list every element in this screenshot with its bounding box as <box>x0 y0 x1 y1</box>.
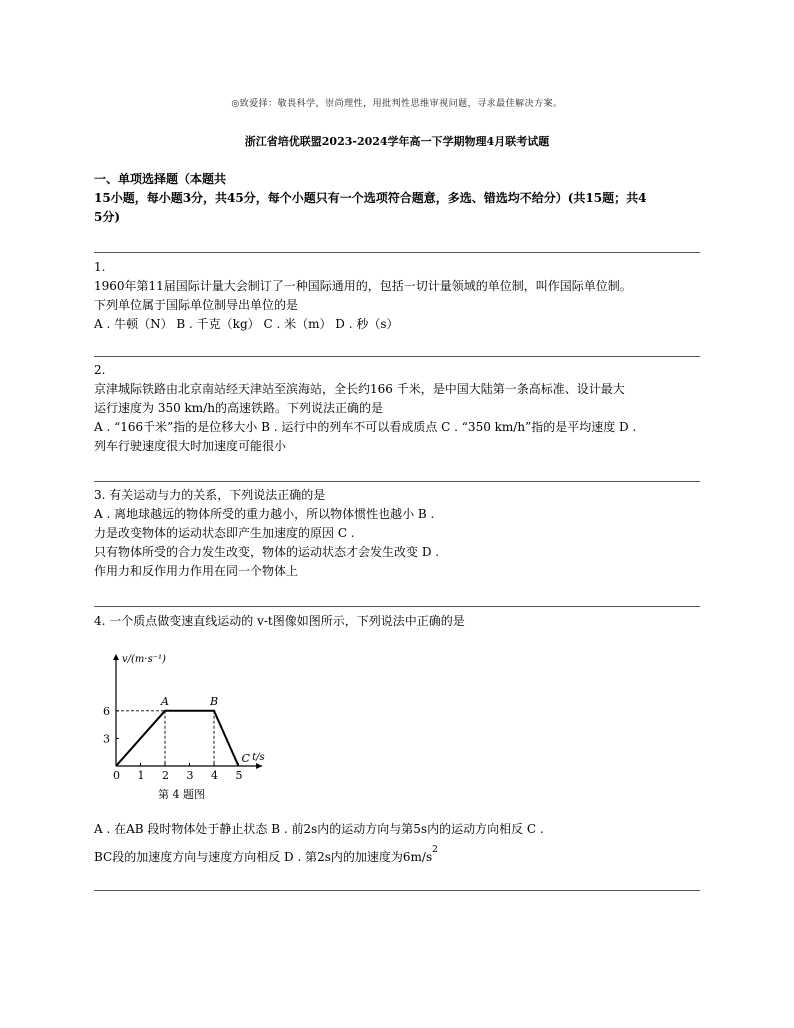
y-axis-label: v/(m·s⁻¹) <box>122 654 166 665</box>
q4-superscript: 2 <box>432 845 438 855</box>
point-label-b: B <box>210 694 219 708</box>
y-tick-label: 6 <box>103 704 110 718</box>
q1-number: 1. <box>94 260 106 274</box>
y-tick-label: 3 <box>103 732 110 746</box>
y-axis-arrow <box>113 654 119 660</box>
question-4-options <box>94 820 704 867</box>
section-line-1: 一、单项选择题（本题共 <box>94 172 227 186</box>
q2-line-1: 京津城际铁路由北京南站经天津站至滨海站，全长约166 千米，是中国大陆第一条高标准、设计最大 <box>94 382 625 396</box>
motto-text: ◎致爱择：敬畏科学，崇尚理性，用批判性思维审视问题，寻求最佳解决方案。 <box>231 99 563 109</box>
section-header <box>94 170 704 227</box>
x-tick-label: 3 <box>186 769 194 782</box>
x-tick-label: 4 <box>211 769 218 782</box>
series-line <box>116 711 239 766</box>
question-3 <box>94 486 704 581</box>
q2-line-4: 列车行驶速度很大时加速度可能很小 <box>94 439 287 453</box>
divider <box>94 252 700 253</box>
q3-line-3: 力是改变物体的运动状态即产生加速度的原因 C . <box>94 526 355 540</box>
point-label-a: A <box>161 694 169 708</box>
q3-line-1: 3. 有关运动与力的关系，下列说法正确的是 <box>94 488 326 502</box>
x-axis-label: t/s <box>252 752 265 763</box>
q1-line-2: 下列单位属于国际单位制导出单位的是 <box>94 298 299 312</box>
q3-line-2: A . 离地球越远的物体所受的重力越小，所以物体惯性也越小 B . <box>94 507 435 521</box>
vt-chart <box>96 648 286 808</box>
q2-line-3: A . “166千米”指的是位移大小 B . 运行中的列车不可以看成质点 C . “350 km/h”指的是平均速度 D . <box>94 420 637 434</box>
divider <box>94 606 700 607</box>
section-line-2: 15小题，每小题3分，共45分，每个小题只有一个选项符合题意，多选、错选均不给分）(共15题；共4 <box>94 191 647 205</box>
divider <box>94 481 700 482</box>
q4-line-2: A . 在AB 段时物体处于静止状态 B . 前2s内的运动方向与第5s内的运动方向相反 C . <box>94 822 544 836</box>
chart-caption: 第 4 题图 <box>158 788 205 801</box>
x-axis-arrow <box>256 763 262 769</box>
x-tick-label: 0 <box>113 769 120 782</box>
page-title: 浙江省培优联盟2023-2024学年高一下学期物理4月联考试题 <box>244 135 550 148</box>
q1-options: A . 牛顿（N） B . 千克（kg） C . 米（m） D . 秒（s） <box>94 317 399 331</box>
question-1 <box>94 258 704 334</box>
x-tick-label: 5 <box>235 769 243 782</box>
q4-line-1: 4. 一个质点做变速直线运动的 v-t图像如图所示，下列说法中正确的是 <box>94 614 465 628</box>
q3-line-4: 只有物体所受的合力发生改变，物体的运动状态才会发生改变 D . <box>94 545 440 559</box>
divider <box>94 356 700 357</box>
q3-line-5: 作用力和反作用力作用在同一个物体上 <box>94 564 299 578</box>
question-2 <box>94 361 704 456</box>
divider <box>94 890 700 891</box>
question-4-stem <box>94 612 704 631</box>
x-tick-label: 1 <box>137 769 145 782</box>
q2-line-2: 运行速度为 350 km/h的高速铁路。下列说法正确的是 <box>94 401 383 415</box>
x-tick-label: 2 <box>162 769 169 782</box>
section-line-3: 5分) <box>94 210 121 224</box>
q4-line-3-text: BC段的加速度方向与速度方向相反 D . 第2s内的加速度为6m/s <box>94 850 433 864</box>
q2-number: 2. <box>94 363 106 377</box>
point-label-c: C <box>241 752 250 765</box>
q1-line-1: 1960年第11届国际计量大会制订了一种国际通用的，包括一切计量领域的单位制，叫作国际单位制。 <box>94 279 632 293</box>
q4-line-3 <box>94 845 704 867</box>
